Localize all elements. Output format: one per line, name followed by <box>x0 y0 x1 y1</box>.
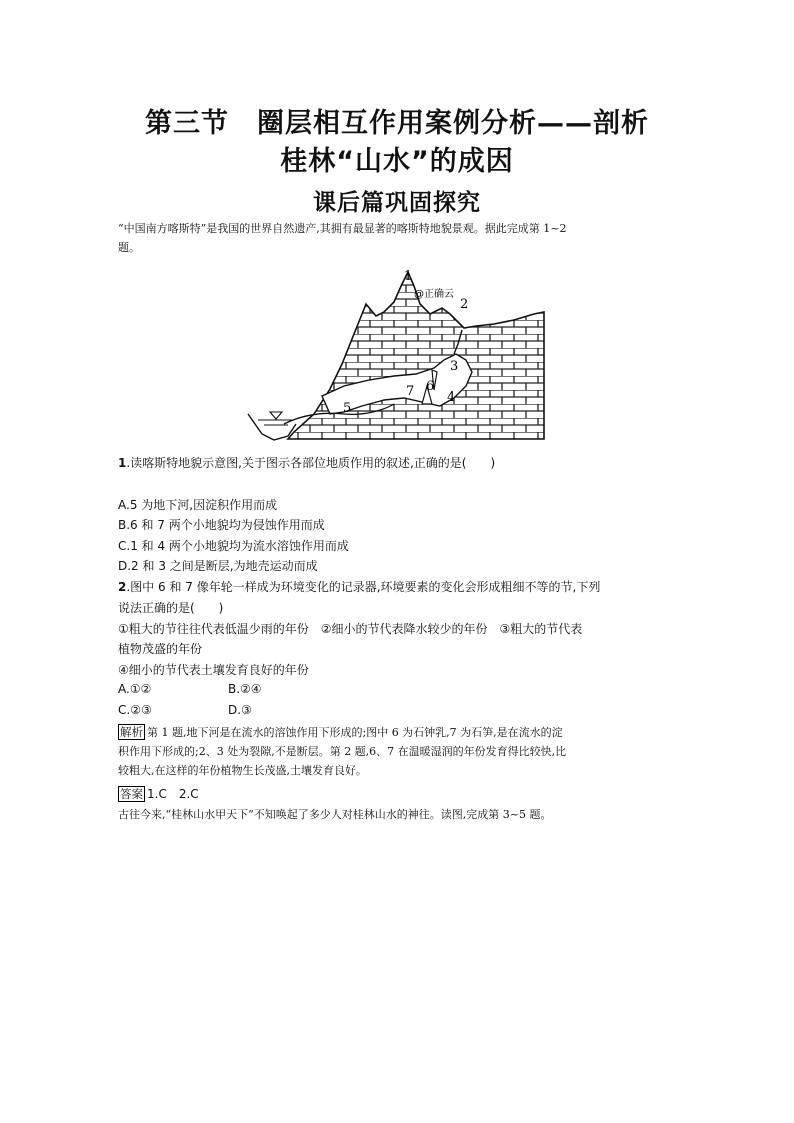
label-7: 7 <box>406 384 415 399</box>
q2-option-d[interactable]: D.③ <box>228 703 252 717</box>
q2-option-a[interactable]: A.①② <box>118 682 152 696</box>
q1-stem <box>118 454 495 471</box>
q2-statements-line2: 植物茂盛的年份 <box>118 642 203 656</box>
label-1: 1 <box>404 269 413 284</box>
analysis-block <box>118 723 678 780</box>
section-subtitle: 课后篇巩固探究 <box>313 190 481 216</box>
analysis-line-1 <box>118 723 678 742</box>
q1-option-b[interactable]: B.6 和 7 两个小地貌均为侵蚀作用而成 <box>118 518 325 532</box>
page-title-line1: 第三节 圈层相互作用案例分析——剖析 <box>145 108 649 139</box>
q2-option-c[interactable]: C.②③ <box>118 703 152 717</box>
label-4: 4 <box>447 390 456 405</box>
answer-text: 1.C 2.C <box>147 787 199 801</box>
q2-number: 2 <box>118 580 127 594</box>
intro-line-2: 题。 <box>118 241 140 254</box>
q2-statements-line3: ④细小的节代表土壤发育良好的年份 <box>118 663 309 677</box>
q2-statements-line1: ①粗大的节往往代表低温少雨的年份 ②细小的节代表降水较少的年份 ③粗大的节代表 <box>118 622 583 636</box>
q2-option-b[interactable]: B.②④ <box>228 682 262 696</box>
water-basin <box>248 414 296 440</box>
q2-options-row1 <box>118 682 262 696</box>
analysis-line-2: 积作用下形成的;2、3 处为裂隙,不是断层。第 2 题,6、7 在温暖湿润的年份发育得比较快,比 <box>118 745 567 758</box>
intro-paragraph-2: 古往今来,“桂林山水甲天下”不知唤起了多少人对桂林山水的神往。读图,完成第 3~5 题。 <box>118 808 552 821</box>
q1-number: 1 <box>118 456 127 470</box>
q1-option-a[interactable]: A.5 为地下河,因淀积作用而成 <box>118 498 278 512</box>
q2-stem-line2: 说法正确的是( ) <box>118 601 224 615</box>
q1-option-d[interactable]: D.2 和 3 之间是断层,为地壳运动而成 <box>118 559 318 573</box>
label-6: 6 <box>426 379 435 394</box>
q2-stem-line1 <box>118 578 600 595</box>
label-3: 3 <box>450 359 459 374</box>
q2-options-row2 <box>118 703 252 717</box>
answer-label: 答案 <box>120 787 143 801</box>
page-title-line2: 桂林“山水”的成因 <box>280 146 514 177</box>
analysis-label: 解析 <box>120 725 143 739</box>
water-level-icon <box>270 412 282 419</box>
figure-watermark: @正确云 <box>414 289 454 300</box>
label-5: 5 <box>343 401 352 416</box>
label-2: 2 <box>460 297 469 312</box>
karst-landform-figure <box>244 264 550 446</box>
q1-stem-text: .读喀斯特地貌示意图,关于图示各部位地质作用的叙述,正确的是( ) <box>126 456 496 470</box>
q2-stem-text: .图中 6 和 7 像年轮一样成为环境变化的记录器,环境要素的变化会形成粗细不等的节,下列 <box>126 580 601 594</box>
q1-option-c[interactable]: C.1 和 4 两个小地貌均为流水溶蚀作用而成 <box>118 539 349 553</box>
analysis-line-3: 较粗大,在这样的年份植物生长茂盛,土壤发育良好。 <box>118 764 367 777</box>
answer-line <box>118 785 199 802</box>
intro-line-1: “中国南方喀斯特”是我国的世界自然遗产,其拥有最显著的喀斯特地貌景观。据此完成第 1~2 <box>118 222 567 235</box>
intro-paragraph-1 <box>118 219 678 257</box>
analysis-text-1: 第 1 题,地下河是在流水的溶蚀作用下形成的;图中 6 为石钟乳,7 为石笋,是在流水的淀 <box>147 726 563 739</box>
